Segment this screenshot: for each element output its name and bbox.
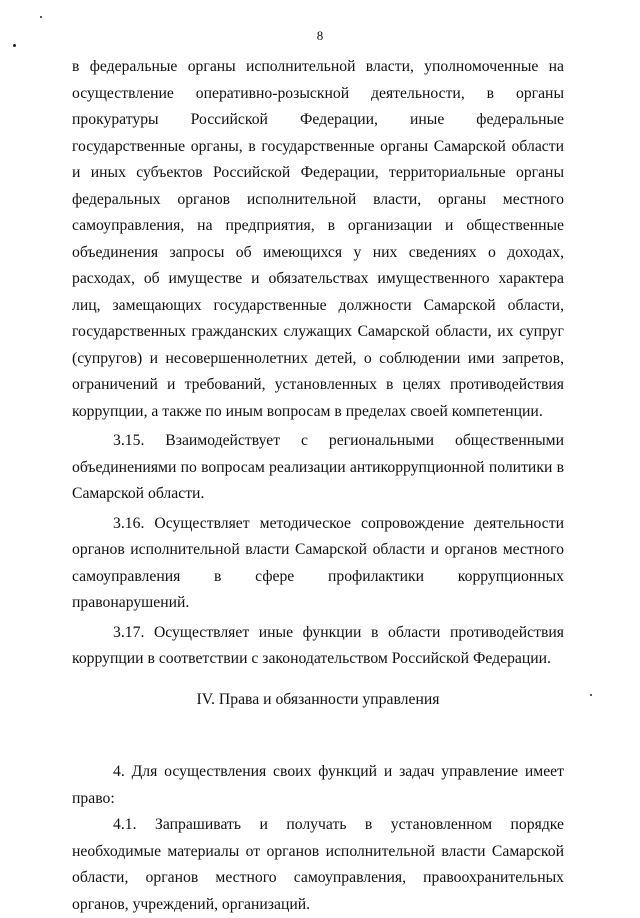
paragraph-3-16: 3.16. Осуществляет методическое сопровождение деятельности органов исполнительной власти Самарской области и органов местного самоуправления в сфере профилактики коррупционных правонарушений.	[72, 514, 564, 611]
paragraph-continuation: в федеральные органы исполнительной власти, уполномоченные на осуществление оперативно-розыскной деятельности, в органы прокуратуры Российской Федерации, иные федеральные государственные органы, в государственные органы Самарской области и иных субъектов Российской Федерации, территориальные органы федеральных органов исполнительной власти, органы местного самоуправления, на предприятия, в организации и общественные объединения запросы об имеющихся у них сведениях о доходах, расходах, об имуществе и обязательствах имущественного характера лиц, замещающих государственные должности Самарской области, государственных гражданских служащих Самарской области, их супруг (супругов) и несовершеннолетних детей, о соблюдении ими запретов, ограничений и требований, установленных в целях противодействия коррупции, а также по иным вопросам в пределах своей компетенции.	[72, 58, 564, 420]
section-spacer	[72, 713, 564, 759]
scan-mark	[40, 16, 42, 18]
paragraph-3-17: 3.17. Осуществляет иные функции в области противодействия коррупции в соответствии с законодательством Российской Федерации.	[72, 623, 564, 667]
paragraph-3-15: 3.15. Взаимодействует с региональными общественными объединениями по вопросам реализации антикоррупционной политики в Самарской области.	[72, 432, 564, 502]
document-body	[72, 54, 564, 918]
page-number: 8	[316, 28, 324, 43]
paragraph-4: 4. Для осуществления своих функций и задач управление имеет право:	[72, 763, 564, 807]
scan-mark	[13, 44, 16, 47]
paragraph-4-1: 4.1. Запрашивать и получать в установленном порядке необходимые материалы от органов исполнительной власти Самарской области, органов местного самоуправления, правоохранительных органов, учреждений, организаций.	[72, 816, 564, 913]
scan-mark	[590, 694, 592, 696]
section-heading: IV. Права и обязанности управления	[196, 690, 440, 708]
